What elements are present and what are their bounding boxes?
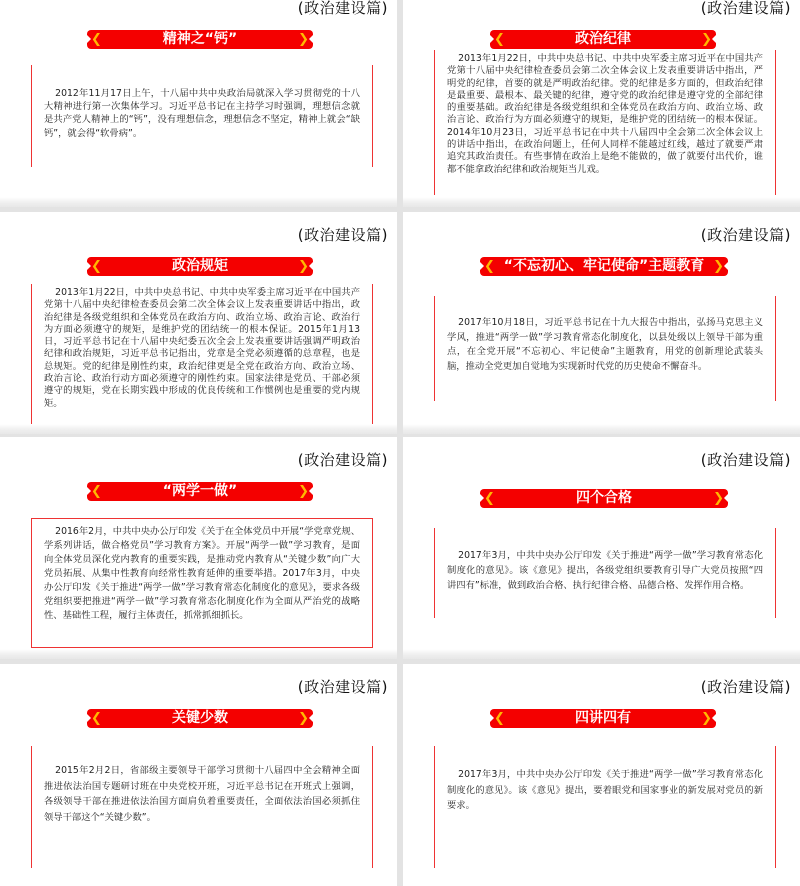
slide-4[interactable] xyxy=(403,212,800,434)
bottom-decoration xyxy=(0,197,397,207)
content-box xyxy=(434,50,776,195)
title-banner xyxy=(490,30,716,49)
chevron-left-icon: ❮ xyxy=(91,259,102,274)
chevron-right-icon: ❯ xyxy=(713,491,724,506)
slide-title: “两学一做” xyxy=(162,483,238,499)
section-header: (政治建设篇) xyxy=(297,678,388,696)
section-header: (政治建设篇) xyxy=(700,226,791,244)
slide-body: 2013年1月22日，中共中央总书记、中共中央军委主席习近平在中国共产党第十八届中央纪律检查委员会第二次全体会议上发表重要讲话中指出，严明党的纪律，首要的就是严明政治纪律。党的纪律是多方面的，但政治纪律是最重要、最根本、最关键的纪律，遵守党的政治纪律是遵守党的全部纪律的重要基础。政治纪律是各级党组织和全体党员在政治方向、政治立场、政治言论、政治行为方面必须遵守的规矩，是维护党的团结统一的根本保证。2014年10月23日，习近平总书记在中共十八届四中全会第二次全体会议上的讲话中指出，在政治问题上，任何人同样不能越过红线，越过了就要严肃追究其政治责任。有些事情在政治上是绝不能做的，做了就要付出代价，谁都不能拿政治纪律和政治规矩当儿戏。 xyxy=(447,53,763,175)
bottom-decoration xyxy=(403,424,800,434)
slide-body: 2017年3月，中共中央办公厅印发《关于推进“两学一做”学习教育常态化制度化的意见》。该《意见》提出，各级党组织要教育引导广大党员按照“四讲四有”标准，做到政治合格、执行纪律合格、品德合格、发挥作用合格。 xyxy=(447,550,763,591)
bottom-decoration xyxy=(403,197,800,207)
section-header: (政治建设篇) xyxy=(297,226,388,244)
chevron-left-icon: ❮ xyxy=(494,32,505,47)
bottom-decoration xyxy=(0,649,397,659)
slide-2[interactable] xyxy=(403,0,800,207)
chevron-left-icon: ❮ xyxy=(484,491,495,506)
title-banner xyxy=(87,30,313,49)
title-banner xyxy=(87,257,313,276)
slide-5[interactable] xyxy=(0,437,397,659)
slide-title: 四个合格 xyxy=(576,490,632,506)
slide-title: 四讲四有 xyxy=(575,710,631,726)
slide-7[interactable] xyxy=(0,664,397,886)
slide-title: 精神之“钙” xyxy=(162,31,238,47)
chevron-left-icon: ❮ xyxy=(91,484,102,499)
slide-body: 2013年1月22日，中共中央总书记、中共中央军委主席习近平在中国共产党第十八届中央纪律检查委员会第二次全体会议上发表重要讲话中指出，政治纪律是各级党组织和全体党员在政治方向、政治立场、政治言论、政治行为方面必须遵守的规矩，是维护党的团结统一的根本保证。2015年1月13日，习近平总书记在十八届中央纪委五次全会上发表重要讲话强调严明政治纪律和政治规矩，习近平总书记指出，党章是全党必须遵循的总章程，也是总规矩。党的纪律是刚性约束，政治纪律更是全党在政治方向、政治立场、政治言论、政治行动方面必须遵守的刚性约束。国家法律是党员、干部必须遵守的规矩，党在长期实践中形成的优良传统和工作惯例也是重要的党内规矩。 xyxy=(44,287,360,409)
section-header: (政治建设篇) xyxy=(700,0,791,17)
content-box xyxy=(31,284,373,424)
content-box xyxy=(31,65,373,167)
chevron-right-icon: ❯ xyxy=(713,259,724,274)
section-header: (政治建设篇) xyxy=(700,678,791,696)
content-box xyxy=(434,296,776,401)
slide-body: 2017年3月，中共中央办公厅印发《关于推进“两学一做”学习教育常态化制度化的意见》。该《意见》提出，要着眼党和国家事业的新发展对党员的新要求。 xyxy=(447,769,763,811)
slide-title: 政治纪律 xyxy=(575,31,631,47)
slide-3[interactable] xyxy=(0,212,397,434)
chevron-right-icon: ❯ xyxy=(298,711,309,726)
title-banner xyxy=(490,709,716,728)
content-box xyxy=(434,528,776,618)
bottom-decoration xyxy=(0,424,397,434)
chevron-left-icon: ❮ xyxy=(484,259,495,274)
slide-title: 政治规矩 xyxy=(172,258,228,274)
content-box xyxy=(31,518,373,648)
chevron-left-icon: ❮ xyxy=(91,711,102,726)
title-banner xyxy=(87,709,313,728)
section-header: (政治建设篇) xyxy=(297,451,388,469)
chevron-right-icon: ❯ xyxy=(298,259,309,274)
title-banner xyxy=(480,489,728,508)
content-box xyxy=(31,746,373,868)
slide-title: 关键少数 xyxy=(172,710,228,726)
slide-6[interactable] xyxy=(403,437,800,659)
section-header: (政治建设篇) xyxy=(297,0,388,17)
slide-body: 2017年10月18日，习近平总书记在十九大报告中指出，弘扬马克思主义学风，推进“两学一做”学习教育常态化制度化，以县处级以上领导干部为重点，在全党开展“不忘初心、牢记使命”主题教育，用党的创新理论武装头脑，推动全党更加自觉地为实现新时代党的历史使命不懈奋斗。 xyxy=(447,317,763,372)
chevron-right-icon: ❯ xyxy=(298,484,309,499)
slide-body: 2016年2月，中共中央办公厅印发《关于在全体党员中开展“学党章党规、学系列讲话，做合格党员”学习教育方案》。开展“两学一做”学习教育，是面向全体党员深化党内教育的重要实践，是推动党内教育从“关键少数”向广大党员拓展、从集中性教育向经常性教育延伸的重要举措。2017年3月，中央办公厅印发《关于推进“两学一做”学习教育常态化制度化的意见》，要求各级党组织要把推进“两学一做”学习教育常态化制度化作为全面从严治党的战略性、基础性工程，履行主体责任，抓常抓细抓长。 xyxy=(44,526,360,621)
slide-body: 2015年2月2日，省部级主要领导干部学习贯彻十八届四中全会精神全面推进依法治国专题研讨班在中央党校开班，习近平总书记在开班式上强调，各级领导干部在推进依法治国方面肩负着重要责任，全面依法治国必须抓住领导干部这个“关键少数”。 xyxy=(44,765,360,823)
slide-8[interactable] xyxy=(403,664,800,886)
title-banner xyxy=(87,482,313,501)
content-box xyxy=(434,746,776,868)
slide-body: 2012年11月17日上午，十八届中共中央政治局就深入学习贯彻党的十八大精神进行第一次集体学习。习近平总书记在主持学习时强调，理想信念就是共产党人精神上的“钙”，没有理想信念，理想信念不坚定，精神上就会“缺钙”，就会得“软骨病”。 xyxy=(44,88,360,139)
slide-title: “不忘初心、牢记使命”主题教育 xyxy=(503,258,705,274)
chevron-left-icon: ❮ xyxy=(494,711,505,726)
section-header: (政治建设篇) xyxy=(700,451,791,469)
chevron-right-icon: ❯ xyxy=(298,32,309,47)
chevron-right-icon: ❯ xyxy=(701,32,712,47)
bottom-decoration xyxy=(403,649,800,659)
chevron-left-icon: ❮ xyxy=(91,32,102,47)
chevron-right-icon: ❯ xyxy=(701,711,712,726)
title-banner xyxy=(480,257,728,276)
slide-1[interactable] xyxy=(0,0,397,207)
